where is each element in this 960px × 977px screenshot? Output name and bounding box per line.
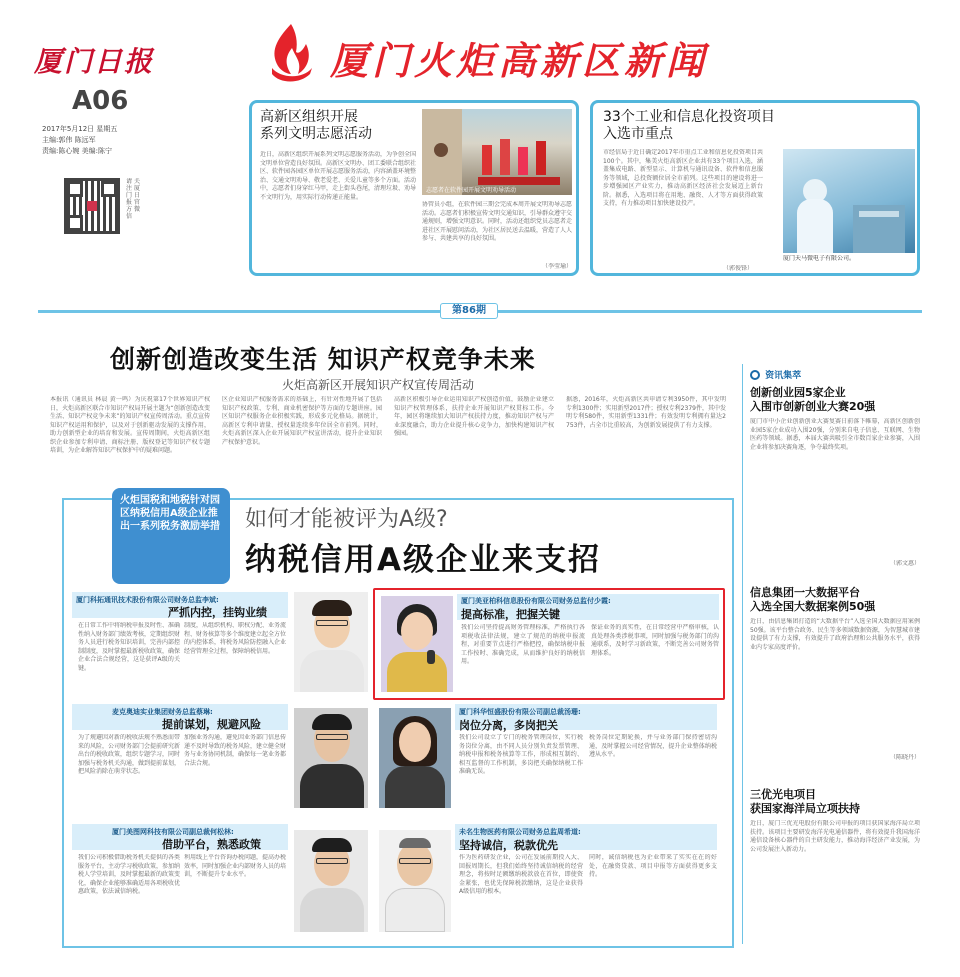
news-body: 近日，高新区组织开展系列文明志愿服务活动，为争创全国文明单位营造良好氛围。高新区文明办、团工委联合组织社区、软件园各园区单位开展志愿服务活动，内容涵盖环境整治、交通文明劝导、敬老爱老、关爱儿童等多个方面。活动中，志愿者们身穿红马甲，走上街头巷尾，清理垃圾、劝导不文明行为，用实际行动传递正能量。 — [260, 151, 416, 201]
sidebar-divider — [742, 364, 743, 944]
feature-col4: 据悉，2016年，火炬高新区共申请专利3950件，其中发明专利1300件；实用新型2017件；授权专利2379件，其中发明专利580件，实用新型1331件；有效发明专利拥有量达2753件，占全市比重较高，为创新发展提供了有力支撑。 — [566, 396, 726, 429]
interviewee: 厦门科华恒盛股份有限公司副总裁汤珊: — [459, 708, 581, 716]
photo-caption: 厦门天马微电子有限公司。 — [783, 255, 856, 262]
interview-body-2: 税务岗位定期轮换，并与业务部门保持密切沟通，及时掌握公司经营情况，提升企业整体纳税遵从水平。 — [589, 734, 717, 758]
qr-code[interactable] — [64, 178, 120, 234]
brief-title: 信息集团一大数据平台 入选全国大数据案例50强 — [750, 586, 876, 613]
masthead — [20, 10, 240, 290]
paper-name: 厦门日报 — [34, 45, 155, 78]
brief-body: 厦门市中小企业创新创业大赛复赛日前落下帷幕，高新区创新创业园5家企业成功入围20强，分别来自电子信息、互联网、生物医药等领域。据悉，本届大赛共吸引全市数百家企业参赛，入围企业将参加决赛角逐，争夺最终奖项。 — [750, 418, 920, 451]
banner-title: 厦门火炬高新区新闻 — [330, 38, 709, 83]
interview-card-highlight — [373, 588, 725, 700]
interviewee: 厦门美图网科技有限公司副总裁何松林: — [112, 828, 234, 836]
interview-body-2: 制度，从组织机构、职权分配、业务流程、财务核算等多个维度建立起全方位的内控体系，将税务风险防控融入企业经营管理全过程，保障纳税信用。 — [184, 622, 286, 655]
qr-note: 请关注厦门日报官方微信 — [126, 178, 140, 220]
interview-title: 提高标准，把握关键 — [461, 608, 560, 621]
brief-title: 创新创业园5家企业 入围市创新创业大赛20强 — [750, 386, 876, 413]
portrait-photo — [294, 830, 368, 932]
news-card-industry — [590, 100, 920, 276]
tax-headline: 纳税信用A级企业来支招 — [245, 542, 601, 578]
tax-tag-text: 火炬国税和地税针对园区纳税信用A级企业推出一系列税务激励举措 — [120, 495, 220, 532]
interview-card — [72, 704, 368, 810]
volunteer-photo — [422, 109, 572, 195]
feature-col3: 高新区积极引导企业运用知识产权创造价值，鼓励企业建立知识产权管理体系，扶持企业开展知识产权贯标工作。今年，园区将继续加大知识产权扶持力度，推动知识产权与产业深度融合，助力企业提升核心竞争力，加快构建知识产权强园。 — [394, 396, 554, 437]
banner — [258, 20, 709, 90]
page-number: A06 — [72, 86, 129, 116]
interview-body: 我们公司积极借助税务机关提供的各类服务平台，主动学习税收政策，参加纳税人学堂培训，及时掌握最新的政策变化，确保企业能够准确适用各项税收优惠政策，依法诚信纳税。 — [78, 854, 180, 895]
portrait-photo — [381, 596, 453, 692]
torch-logo-icon — [262, 22, 320, 86]
interview-body: 我们公司设立了专门的税务管理岗位，实行税务岗位分离，由不同人员分别负责发票管理、纳税申报和税务核算等工作，形成相互制约、相互监督的工作机制，多岗把关确保纳税工作准确无误。 — [459, 734, 583, 775]
interview-card — [72, 592, 368, 696]
interviewee: 未名生物医药有限公司财务总监周希道: — [459, 828, 581, 836]
feature-col2: 区企业知识产权服务需求的基础上，有针对性地开展了包括知识产权政策、专利、商业机密保护等方面的专题讲座。园区知识产权服务企业积极实践，形成多元化格局。据统计，高新区专利申请量、授权量连续多年位居全市前列。同时，火炬高新区深入企业开展知识产权宣讲活动，提升企业知识产权保护意识。 — [222, 396, 382, 446]
interview-body-2: 同时，诚信纳税也为企业带来了实实在在的好处，在融资贷款、项目申报等方面获得更多支持。 — [589, 854, 717, 878]
interview-body: 我们公司坚持提高财务管理标准，严格执行各项税收法律法规，建立了规范的纳税申报流程，对重要节点进行严格把控，确保纳税申报工作按时、准确完成，从而维护良好的纳税信用。 — [461, 624, 585, 665]
sidebar-label — [750, 364, 801, 380]
news-title: 33个工业和信息化投资项目 入选市重点 — [603, 109, 775, 142]
chief-editor: 主编:郭伟 陈远军 — [42, 136, 96, 144]
interview-body-2: 加强业务沟通，避免因业务部门信息传递不及时导致的税务风险，建立健全财务与业务协同机制，确保每一笔业务都合法合规。 — [184, 734, 286, 767]
cleanroom-photo — [783, 149, 915, 253]
interview-title: 借助平台，熟悉政策 — [162, 838, 261, 851]
portrait-photo — [379, 830, 451, 932]
issue-label: 第86期 — [440, 303, 498, 319]
brief-body: 近日，由信息集团打造的“大数据平台”入选全国大数据应用案例50强。该平台整合政务、民生等多领域数据资源，为智慧城市建设提供了有力支撑，有效提升了政府治理和公共服务水平，获得业内专家高度评价。 — [750, 618, 920, 651]
news-author: （郭俊锋） — [723, 265, 754, 272]
portrait-photo — [379, 708, 451, 808]
interview-title: 严抓内控，挂钩业绩 — [168, 606, 267, 619]
brief-body: 近日，厦门三优光电股份有限公司申报的项目获国家海洋局立项扶持。该项目主要研发海洋光电通信器件，将有效提升我国海洋通信设备核心器件的自主研发能力，推动海洋经济产业发展，为公司发展注入新动力。 — [750, 820, 920, 853]
news-author: （李莹瑜） — [541, 263, 572, 270]
sidebar-label-text: 资讯集萃 — [765, 371, 802, 381]
portrait-photo — [294, 708, 368, 808]
brief-author: （陈晓丹） — [889, 754, 920, 761]
news-body-2: 协管员小组，在软件园三期会完成本周开展文明劝导志愿活动。志愿者们积极宣传文明交通知识，引导群众遵守交通规则，增强文明意识。同时，活动还组织党员志愿者走进社区开展慰问活动，为社区居民送去温暖，营造了人人参与、共建共享的良好氛围。 — [422, 201, 572, 242]
interview-body-2: 保证业务的真实性，在日常经营中严格审核，认真处理各类涉税事项，同时加强与税务部门的沟通联系，及时学习新政策，不断完善公司财务管理体系。 — [591, 624, 719, 657]
interviewee: 厦门美亚柏科信息股份有限公司财务总监付少霞: — [461, 597, 611, 605]
feature-subheadline: 火炬高新区开展知识产权宣传周活动 — [282, 378, 475, 392]
issue-date: 2017年5月12日 星期五 — [42, 125, 118, 133]
portrait-photo — [294, 592, 368, 692]
brief-title: 三优光电项目 获国家海洋局立项扶持 — [750, 788, 860, 815]
tax-question: 如何才能被评为A级? — [245, 507, 448, 532]
news-body: 市经信局于近日确定2017年市重点工业和信息化投资项目共100个。其中，集美火炬高新区企业共有33个项目入选，涵盖集成电路、新型显示、计算机与通讯设备、软件和信息服务等领域，总投资额位居全市前列。这些项目的建设将进一步增强园区产业实力，推动高新区经济社会发展迈上新台阶。据悉，入选项目将在用地、融资、人才等方面获得政策支持，有力推动项目加快建设投产。 — [603, 149, 763, 207]
news-card-volunteer — [249, 100, 579, 276]
feature-headline: 创新创造改变生活 知识产权竞争未来 — [110, 345, 536, 374]
interviewee: 麦克奥迪实业集团财务总监蔡琳: — [112, 708, 213, 716]
tax-tag — [112, 488, 230, 584]
interview-title: 提前谋划，规避风险 — [162, 718, 261, 731]
interview-body: 作为医药研发企业，公司在发展前期投入大、回报周期长，但我们始终坚持诚信纳税的经营理念，将按时足额缴纳税款放在首位，即使资金紧张，也优先保障税款缴纳，这是企业获得A级信用的根本。 — [459, 854, 583, 895]
news-title: 高新区组织开展 系列文明志愿活动 — [260, 109, 372, 142]
editors: 责编:陈心婉 美编:陈宁 — [42, 147, 112, 155]
brief-author: （郭文惠） — [889, 560, 920, 567]
interview-card — [373, 704, 725, 810]
interview-title: 坚持诚信，税款优先 — [459, 839, 558, 852]
interview-body: 在日常工作中将纳税申报及时性、准确性纳入财务部门绩效考核，定期组织财务人员进行税务知识培训，完善内部控制制度，及时掌握最新税收政策，确保企业合法合规经营，这是获评A级的关键。 — [78, 622, 180, 672]
sidebar — [750, 364, 922, 944]
interview-title: 岗位分离，多岗把关 — [459, 719, 558, 732]
interview-card — [373, 824, 725, 936]
feature-lead: 本报讯（通讯员 林晨 黄一鸣）为庆祝第17个世界知识产权日，火炬高新区联合市知识产权局开展主题为“创新创造改变生活、知识产权竞争未来”的知识产权宣传周活动。重点宣传知识产权运用和保护，以及对于创新驱动发展的支撑作用，助力创新型企业的培育和发展。宣传周期间，火炬高新区组织企业参加专利申请、商标注册、版权登记等知识产权专题培训，为企业解答知识产权保护中的疑难问题。 — [50, 396, 210, 454]
interview-body-2: 利用线上平台咨询办税问题，提高办税效率，同时加强企业内部财务人员的培训，不断提升专业水平。 — [184, 854, 286, 878]
photo-caption: 志愿者在软件园开展文明劝导活动 — [426, 187, 517, 194]
interviewee: 厦门科拓通讯技术股份有限公司财务总监李斌: — [76, 596, 219, 604]
interview-body: 为了规避因对新的税收法规不熟悉而带来的风险，公司财务部门会提前研究新出台的税收政策，组织专题学习，同时加强与税务机关沟通，做到提前谋划，把风险消除在萌芽状态。 — [78, 734, 180, 775]
interview-card — [72, 824, 368, 936]
news-brief-icon — [750, 370, 760, 380]
